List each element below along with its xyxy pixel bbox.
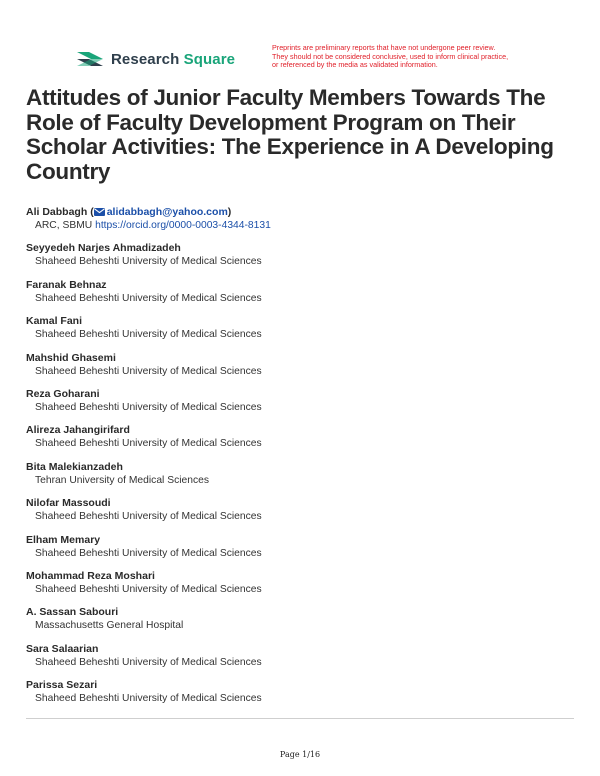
author-entry — [26, 460, 576, 496]
author-affiliation: ARC, SBMU — [35, 220, 93, 231]
author-affiliation: Tehran University of Medical Sciences — [35, 474, 209, 486]
notice-line: Preprints are preliminary reports that have not undergone peer review. — [272, 43, 496, 52]
author-affiliation: Massachusetts General Hospital — [35, 620, 184, 632]
author-name: Nilofar Massoudi — [26, 497, 111, 510]
author-name: Alireza Jahangirifard — [26, 424, 130, 437]
preprint-notice — [272, 44, 542, 70]
author-entry — [26, 533, 576, 569]
author-name: Sara Salaarian — [26, 642, 99, 655]
author-entry — [26, 278, 576, 314]
author-name: Parissa Sezari — [26, 679, 98, 692]
author-entry — [26, 351, 576, 387]
author-entry — [26, 496, 576, 532]
envelope-icon — [94, 208, 105, 216]
author-entry — [26, 314, 576, 350]
author-affiliation: Shaheed Beheshti University of Medical Sciences — [35, 292, 262, 304]
author-affiliation: Shaheed Beheshti University of Medical Sciences — [35, 329, 262, 341]
author-list — [26, 205, 576, 714]
author-name: Ali Dabbagh — [26, 206, 88, 218]
author-entry — [26, 605, 576, 641]
logo-word-square: Square — [183, 50, 236, 68]
author-affiliation-line — [35, 219, 576, 233]
author-affiliation: Shaheed Beheshti University of Medical Sciences — [35, 256, 262, 268]
author-entry — [26, 642, 576, 678]
author-entry — [26, 569, 576, 605]
author-affiliation: Shaheed Beheshti University of Medical Sciences — [35, 583, 262, 595]
notice-line: They should not be considered conclusive, used to inform clinical practice, — [272, 51, 509, 61]
logo-text — [111, 51, 235, 68]
author-name: Reza Goharani — [26, 387, 100, 400]
author-entry — [26, 423, 576, 459]
author-email-link[interactable]: alidabbagh@yahoo.com — [106, 206, 228, 218]
author-name: A. Sassan Sabouri — [26, 606, 119, 619]
author-name-line — [26, 205, 576, 219]
notice-line: or referenced by the media as validated information. — [272, 60, 438, 70]
research-square-logo-icon — [75, 48, 105, 70]
author-affiliation: Shaheed Beheshti University of Medical Sciences — [35, 656, 262, 668]
author-affiliation: Shaheed Beheshti University of Medical Sciences — [35, 511, 262, 523]
author-entry — [26, 678, 576, 714]
author-name: Elham Memary — [26, 533, 101, 546]
footer-divider — [26, 718, 574, 719]
author-name: Seyyedeh Narjes Ahmadizadeh — [26, 242, 181, 255]
author-name: Faranak Behnaz — [26, 278, 107, 291]
author-affiliation: Shaheed Beheshti University of Medical Sciences — [35, 401, 262, 413]
open-paren: ( — [90, 206, 94, 218]
close-paren: ) — [227, 206, 232, 218]
author-entry — [26, 387, 576, 423]
author-affiliation: Shaheed Beheshti University of Medical Sciences — [35, 693, 262, 705]
author-name: Bita Malekianzadeh — [26, 460, 123, 473]
research-square-logo[interactable] — [75, 48, 235, 70]
author-affiliation: Shaheed Beheshti University of Medical Sciences — [35, 438, 262, 450]
page-number: Page 1/16 — [279, 750, 321, 759]
logo-word-research: Research — [111, 50, 180, 68]
author-name: Mahshid Ghasemi — [26, 351, 116, 364]
author-entry — [26, 241, 576, 277]
author-entry — [26, 205, 576, 241]
orcid-link[interactable]: https://orcid.org/0000-0003-4344-8131 — [95, 220, 271, 231]
author-affiliation: Shaheed Beheshti University of Medical Sciences — [35, 365, 262, 377]
author-affiliation: Shaheed Beheshti University of Medical Sciences — [35, 547, 262, 559]
author-name: Kamal Fani — [26, 315, 83, 328]
paper-title: Attitudes of Junior Faculty Members Towards The Role of Faculty Development Program on Their Scholar Activities: The Experience in A Developing Country — [26, 85, 554, 184]
author-name: Mohammad Reza Moshari — [26, 569, 155, 582]
